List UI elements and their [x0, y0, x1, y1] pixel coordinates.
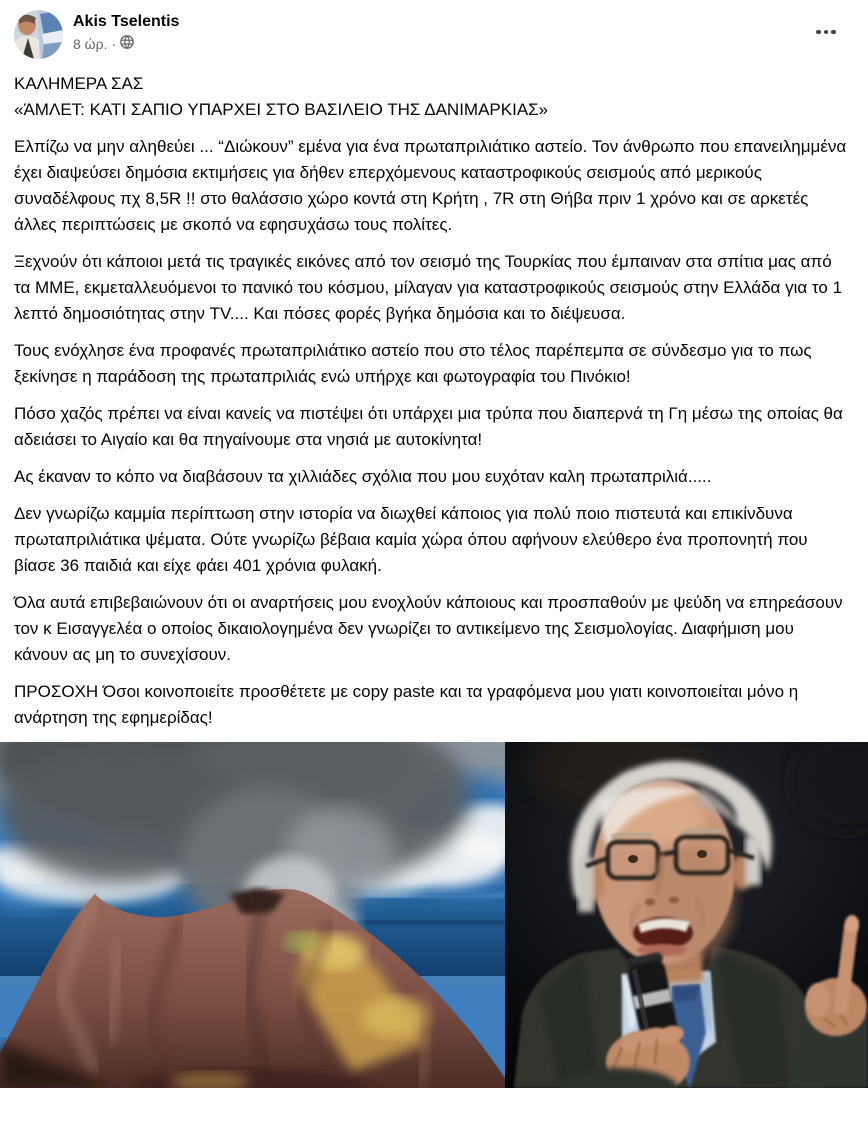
author-name[interactable]: Akis Tselentis	[73, 13, 180, 30]
volcano-and-speaker-photo	[0, 742, 868, 1088]
header-meta	[73, 10, 179, 52]
post-meta-row	[73, 35, 179, 52]
speaker-photo	[505, 742, 868, 1088]
post-paragraph: Δεν γνωρίζω καμμία περίπτωση στην ιστορία να διωχθεί κάποιος για πολύ ποιο πιστευτά και επικίνδυνα πρωταπριλιάτικα ψέματα. Ούτε γνωρίζω βέβαια καμία χώρα όπου αφήνουν ελεύθερο ένα προπονητή που βίασε 36 παιδιά και είχε φάει 401 χρόνια φυλακή.	[14, 504, 808, 575]
avatar[interactable]	[14, 10, 63, 59]
post-paragraph: Τους ενόχλησε ένα προφανές πρωταπριλιάτικο αστείο που στο τέλος παρέπεμπα σε σύνδεσμο για το πως ξεκίνησε η παράδοση της πρωταπριλιάς ενώ υπήρχε και φωτογραφία του Πινόκιο!	[14, 341, 812, 386]
timestamp[interactable]: 8 ώρ.	[73, 35, 108, 52]
post-paragraph: Ξεχνούν ότι κάποιοι μετά τις τραγικές εικόνες από τον σεισμό της Τουρκίας που έμπαιναν στα σπίτια μας από τα ΜΜΕ, εκμεταλλευόμενοι το πανικό του κόσμου, μίλαγαν για καταστροφικούς σεισμούς στην Ελλάδα για το 1 λεπτό δημοσιότητας στην TV.... Και πόσες φορές βγήκα δημόσια και το διέψευσα.	[14, 252, 843, 323]
more-options-icon[interactable]	[810, 20, 842, 44]
post-body-text	[0, 63, 868, 731]
headline-line-1: ΚΑΛΗΜΕΡΑ ΣΑΣ	[14, 74, 144, 93]
post-paragraph: ΠΡΟΣΟΧΗ Όσοι κοινοποιείτε προσθέτετε με copy paste και τα γραφόμενα μου γιατι κοινοποιείται μόνο η ανάρτηση της εφημερίδας!	[14, 682, 799, 727]
post-headline	[14, 71, 852, 123]
volcano-photo	[0, 742, 540, 1088]
post-attached-image[interactable]	[0, 742, 868, 1088]
post-header	[0, 0, 868, 63]
post-paragraph: Όλα αυτά επιβεβαιώνουν ότι οι αναρτήσεις μου ενοχλούν κάποιους και προσπαθούν με ψεύδη να επηρεάσουν τον κ Εισαγγελέα ο οποίος δικαιολογημένα δεν γνωρίζει το αντικείμενο της Σεισμολογίας. Διαφήμιση μου κάνουν ας μη το συνεχίσουν.	[14, 593, 843, 664]
meta-dot: ·	[111, 35, 117, 52]
post-paragraph: Πόσο χαζός πρέπει να είναι κανείς να πιστέψει ότι υπάρχει μια τρύπα που διαπερνά τη Γη μέσω της οποίας θα αδειάσει το Αιγαίο και θα πηγαίνουμε στα νησιά με αυτοκίνητα!	[14, 404, 843, 449]
avatar-image	[14, 10, 63, 59]
post-paragraph: Ελπίζω να μην αληθεύει ... “Διώκουν” εμένα για ένα πρωταπριλιάτικο αστείο. Τον άνθρωπο που επανειλημμένα έχει διαψεύσει δημόσια εκτιμήσεις για δήθεν επερχόμενους καταστροφικούς σεισμούς από μερικούς συναδέλφους πχ 8,5R !! στο θαλάσσιο χώρο κοντά στη Κρήτη , 7R στη Θήβα πριν 1 χρόνο και σε αρκετές άλλες περιπτώσεις με σκοπό να εφησυχάσω τους πολίτες.	[14, 137, 847, 234]
post-paragraph: Ας έκαναν το κόπο να διαβάσουν τα χιλλιάδες σχόλια που μου ευχόταν καλη πρωταπριλιά.....	[14, 467, 712, 486]
headline-line-2: «ΆΜΛΕΤ: ΚΑΤΙ ΣΑΠΙΟ ΥΠΑΡΧΕΙ ΣΤΟ ΒΑΣΙΛΕΙΟ ΤΗΣ ΔΑΝΙΜΑΡΚΙΑΣ»	[14, 100, 549, 119]
globe-icon	[120, 35, 134, 52]
